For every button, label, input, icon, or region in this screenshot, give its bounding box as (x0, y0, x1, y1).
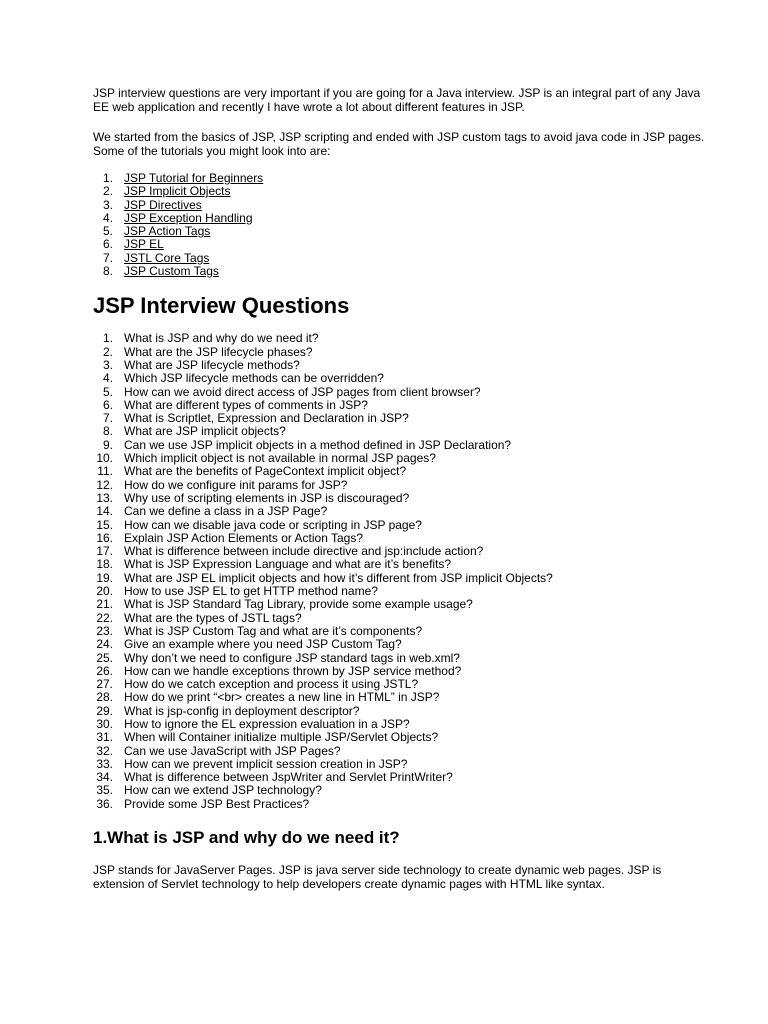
document-page (93, 86, 713, 891)
question-list-item (93, 372, 713, 385)
question-text: What is JSP and why do we need it? (124, 331, 319, 346)
tutorial-list-item (93, 199, 713, 212)
question-list-item (93, 558, 713, 571)
intro-paragraph-2: We started from the basics of JSP, JSP scripting and ended with JSP custom tags to avoid java code in JSP pages. Some of the tutorials you might look into are: (93, 130, 705, 158)
tutorial-list-item (93, 238, 713, 251)
question-text: What is Scriptlet, Expression and Declaration in JSP? (124, 411, 409, 426)
question-text: What is JSP Standard Tag Library, provide some example usage? (124, 597, 473, 612)
list-number: 10. (96, 451, 113, 466)
list-number: 5. (102, 224, 113, 239)
list-number: 35. (96, 783, 113, 798)
question-list-item (93, 598, 713, 611)
list-number: 32. (96, 743, 113, 758)
section-heading: 1.What is JSP and why do we need it? (93, 828, 400, 848)
question-list-item (93, 572, 713, 585)
tutorial-list-item (93, 185, 713, 198)
list-number: 12. (96, 477, 113, 492)
question-list-item (93, 505, 713, 518)
section-body: JSP stands for JavaServer Pages. JSP is java server side technology to create dynamic web pages. JSP is extension of Servlet technology to help developers create dynamic pages with HTML like syntax. (93, 863, 662, 892)
question-text: How do we configure init params for JSP? (124, 477, 348, 492)
list-number: 20. (96, 584, 113, 599)
list-number: 34. (96, 770, 113, 785)
question-list-item (93, 731, 713, 744)
question-list-item (93, 585, 713, 598)
question-list-item (93, 465, 713, 478)
tutorial-link[interactable]: JSP Directives (124, 197, 202, 212)
list-number: 11. (97, 464, 113, 479)
list-number: 2. (102, 184, 113, 199)
intro-paragraph-1: JSP interview questions are very important if you are going for a Java interview. JSP is an integral part of any Java EE web application and recently I have wrote a lot about different features in JSP. (93, 86, 701, 114)
list-number: 24. (96, 637, 113, 652)
tutorial-list-item (93, 265, 713, 278)
question-list-item (93, 412, 713, 425)
question-text: What are the JSP lifecycle phases? (124, 344, 313, 359)
question-list-item (93, 519, 713, 532)
question-list (93, 332, 713, 811)
tutorial-link[interactable]: JSP Implicit Objects (124, 184, 231, 199)
question-text: How to use JSP EL to get HTTP method name? (124, 584, 378, 599)
list-number: 8. (102, 424, 113, 439)
tutorial-list-item (93, 225, 713, 238)
list-number: 28. (96, 690, 113, 705)
tutorial-list (93, 172, 713, 278)
question-list-item (93, 745, 713, 758)
question-list-item (93, 652, 713, 665)
question-text: What is JSP Expression Language and what are it’s benefits? (124, 557, 452, 572)
list-number: 19. (96, 570, 113, 585)
list-number: 15. (96, 517, 113, 532)
question-text: Can we use JSP implicit objects in a method defined in JSP Declaration? (124, 437, 512, 452)
question-text: How to ignore the EL expression evaluation in a JSP? (124, 716, 410, 731)
list-number: 26. (96, 663, 113, 678)
question-text: How can we extend JSP technology? (124, 783, 322, 798)
question-text: Why don’t we need to configure JSP standard tags in web.xml? (124, 650, 460, 665)
question-text: What is difference between JspWriter and Servlet PrintWriter? (124, 770, 453, 785)
list-number: 33. (96, 756, 113, 771)
list-number: 21. (96, 597, 113, 612)
list-number: 17. (96, 544, 113, 559)
list-number: 18. (96, 557, 113, 572)
question-list-item (93, 758, 713, 771)
list-number: 31. (96, 730, 113, 745)
question-text: What are different types of comments in JSP? (124, 397, 368, 412)
question-list-item (93, 399, 713, 412)
question-list-item (93, 346, 713, 359)
question-text: Why use of scripting elements in JSP is discouraged? (124, 490, 410, 505)
question-list-item (93, 784, 713, 797)
question-text: When will Container initialize multiple JSP/Servlet Objects? (124, 730, 439, 745)
question-list-item (93, 479, 713, 492)
tutorial-link[interactable]: JSP EL (124, 237, 164, 252)
list-number: 14. (96, 504, 113, 519)
question-text: Can we use JavaScript with JSP Pages? (124, 743, 341, 758)
question-list-item (93, 638, 713, 651)
question-text: Explain JSP Action Elements or Action Tags? (124, 530, 364, 545)
list-number: 22. (96, 610, 113, 625)
list-number: 8. (102, 264, 113, 279)
question-list-item (93, 798, 713, 811)
tutorial-list-item (93, 252, 713, 265)
question-list-item (93, 665, 713, 678)
question-list-item (93, 425, 713, 438)
question-text: What are JSP lifecycle methods? (124, 357, 300, 372)
tutorial-link[interactable]: JSP Exception Handling (124, 210, 253, 225)
page-heading: JSP Interview Questions (93, 293, 350, 319)
question-text: How do we catch exception and process it using JSTL? (124, 677, 419, 692)
list-number: 16. (96, 530, 113, 545)
tutorial-link[interactable]: JSP Tutorial for Beginners (124, 171, 264, 185)
list-number: 25. (96, 650, 113, 665)
question-list-item (93, 492, 713, 505)
tutorial-list-item (93, 172, 713, 185)
tutorial-link[interactable]: JSP Action Tags (124, 224, 211, 239)
list-number: 3. (102, 197, 113, 212)
list-number: 6. (102, 237, 113, 252)
question-list-item (93, 718, 713, 731)
question-list-item (93, 332, 713, 345)
question-text: How can we handle exceptions thrown by JSP service method? (124, 663, 462, 678)
list-number: 4. (102, 210, 113, 225)
question-text: How do we print “<br> creates a new line in HTML” in JSP? (124, 690, 440, 705)
question-text: What are JSP EL implicit objects and how it’s different from JSP implicit Objects? (124, 570, 553, 585)
question-text: What is JSP Custom Tag and what are it’s components? (124, 623, 423, 638)
question-list-item (93, 532, 713, 545)
list-number: 7. (102, 411, 113, 426)
list-number: 7. (102, 250, 113, 265)
question-text: Give an example where you need JSP Custom Tag? (124, 637, 402, 652)
question-list-item (93, 386, 713, 399)
list-number: 23. (96, 623, 113, 638)
question-list-item (93, 625, 713, 638)
list-number: 27. (96, 677, 113, 692)
list-number: 1. (102, 171, 113, 185)
list-number: 36. (96, 796, 113, 811)
list-number: 29. (96, 703, 113, 718)
tutorial-link[interactable]: JSTL Core Tags (124, 250, 210, 265)
list-number: 13. (96, 490, 113, 505)
question-list-item (93, 705, 713, 718)
question-text: What are JSP implicit objects? (124, 424, 286, 439)
list-number: 1. (102, 331, 113, 346)
question-list-item (93, 691, 713, 704)
question-text: What are the benefits of PageContext implicit object? (124, 464, 407, 479)
tutorial-link[interactable]: JSP Custom Tags (124, 264, 219, 279)
list-number: 9. (102, 437, 113, 452)
question-text: How can we disable java code or scripting in JSP page? (124, 517, 422, 532)
question-text: Which implicit object is not available in normal JSP pages? (124, 451, 436, 466)
question-text: What is difference between include directive and jsp:include action? (124, 544, 484, 559)
question-list-item (93, 678, 713, 691)
list-number: 4. (102, 371, 113, 386)
list-number: 2. (102, 344, 113, 359)
question-list-item (93, 452, 713, 465)
question-list-item (93, 771, 713, 784)
question-text: How can we prevent implicit session creation in JSP? (124, 756, 408, 771)
question-list-item (93, 545, 713, 558)
list-number: 5. (102, 384, 113, 399)
list-number: 3. (102, 357, 113, 372)
tutorial-list-item (93, 212, 713, 225)
question-text: How can we avoid direct access of JSP pages from client browser? (124, 384, 481, 399)
question-text: What are the types of JSTL tags? (124, 610, 302, 625)
list-number: 6. (102, 397, 113, 412)
question-list-item (93, 439, 713, 452)
question-list-item (93, 612, 713, 625)
question-text: Which JSP lifecycle methods can be overridden? (124, 371, 384, 386)
list-number: 30. (96, 716, 113, 731)
question-text: What is jsp-config in deployment descriptor? (124, 703, 360, 718)
question-text: Provide some JSP Best Practices? (124, 796, 310, 811)
question-list-item (93, 359, 713, 372)
question-text: Can we define a class in a JSP Page? (124, 504, 328, 519)
